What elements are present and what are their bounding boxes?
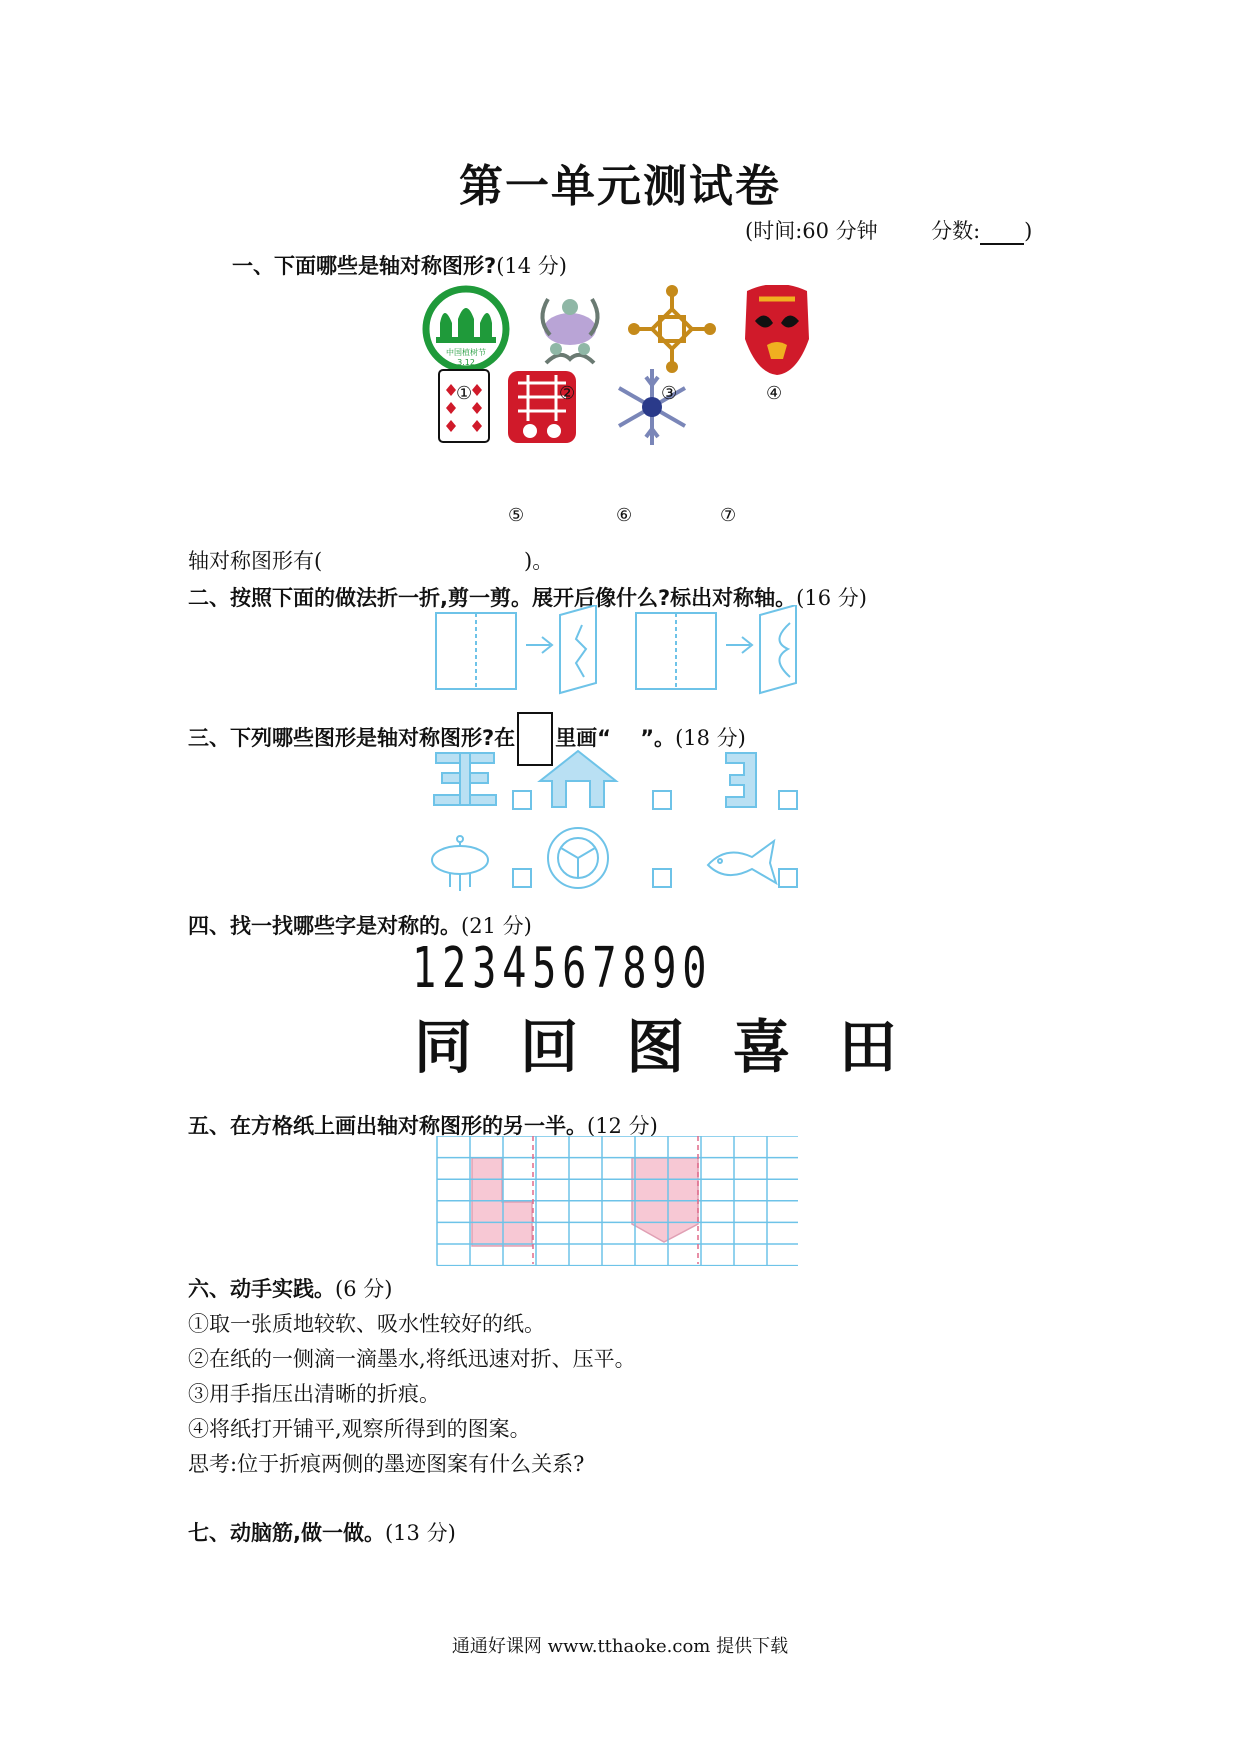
step-2: ②在纸的一侧滴一滴墨水,将纸迅速对折、压平。 — [188, 1347, 636, 1371]
page-title: 第一单元测试卷 — [459, 161, 781, 212]
half-shape-right — [632, 1158, 698, 1242]
q3-checkbox[interactable] — [652, 868, 672, 888]
half-shape-left — [472, 1158, 532, 1246]
arbor-day-text: 中国植树节 — [446, 348, 486, 357]
step-1: ①取一张质地较软、吸水性较好的纸。 — [188, 1312, 545, 1336]
lantern-icon — [432, 836, 488, 891]
q3-checkbox[interactable] — [652, 790, 672, 810]
fold-cut-diagram — [430, 605, 810, 705]
q6-heading: 六、动手实践。(6 分) — [188, 1277, 393, 1301]
gold-pattern-icon — [630, 287, 714, 371]
steering-wheel-icon — [548, 828, 608, 888]
figure-label: ⑥ — [616, 505, 633, 526]
q3-checkbox[interactable] — [512, 868, 532, 888]
q1-answer-blank[interactable] — [330, 550, 520, 574]
digit-three-icon — [726, 753, 756, 807]
arbor-day-date: 3.12 — [457, 358, 475, 367]
house-arrow-icon — [540, 751, 616, 807]
arbor-day-logo-icon — [426, 289, 506, 369]
q2-heading: 二、按照下面的做法折一折,剪一剪。展开后像什么?标出对称轴。(16 分) — [188, 586, 867, 610]
playing-card-icon — [439, 370, 489, 442]
wang-character-icon — [434, 753, 496, 805]
think-question: 思考:位于折痕两侧的墨迹图案有什么关系? — [188, 1452, 585, 1476]
score-label: 分数: — [931, 219, 981, 243]
grid-paper — [436, 1136, 798, 1266]
q3-checkbox[interactable] — [778, 868, 798, 888]
character-row: 同 回 图 喜 田 — [414, 1013, 897, 1081]
exam-meta: (时间:60 分钟 分数: ) — [745, 219, 1033, 243]
figure-label: ⑦ — [720, 505, 737, 526]
step-4: ④将纸打开铺平,观察所得到的图案。 — [188, 1417, 531, 1441]
q7-heading: 七、动脑筋,做一做。(13 分) — [188, 1521, 456, 1545]
figure-label: ② — [559, 383, 576, 404]
footer-note: 通通好课网 www.tthaoke.com 提供下载 — [451, 1636, 789, 1657]
q3-checkbox[interactable] — [778, 790, 798, 810]
digit-row: 1234567890 — [412, 936, 713, 1001]
figure-label: ④ — [766, 383, 783, 404]
q3-heading: 三、下列哪些图形是轴对称图形?在 里画“ ”。(18 分) — [188, 712, 746, 766]
ornamental-flower-icon — [542, 299, 597, 363]
figure-label: ⑤ — [508, 505, 525, 526]
q1-answer-suffix: )。 — [524, 549, 554, 573]
score-blank[interactable] — [980, 223, 1024, 245]
arrow-right-icon — [726, 637, 752, 653]
q3-checkbox[interactable] — [512, 790, 532, 810]
double-happiness-icon — [508, 371, 576, 443]
opera-mask-icon — [745, 285, 809, 375]
figure-label: ① — [456, 383, 473, 404]
fish-icon — [708, 841, 776, 883]
q3-figures — [430, 745, 810, 895]
snowflake-icon — [619, 369, 685, 445]
arrow-right-icon — [526, 637, 552, 653]
q1-heading: 一、下面哪些是轴对称图形?(14 分) — [232, 254, 567, 278]
q4-heading: 四、找一找哪些字是对称的。(21 分) — [188, 914, 532, 938]
step-3: ③用手指压出清晰的折痕。 — [188, 1382, 440, 1406]
q1-answer-prefix: 轴对称图形有( — [188, 549, 323, 573]
figure-label: ③ — [661, 383, 678, 404]
time-limit: (时间:60 分钟 — [745, 219, 878, 243]
q5-heading: 五、在方格纸上画出轴对称图形的另一半。(12 分) — [188, 1114, 658, 1138]
